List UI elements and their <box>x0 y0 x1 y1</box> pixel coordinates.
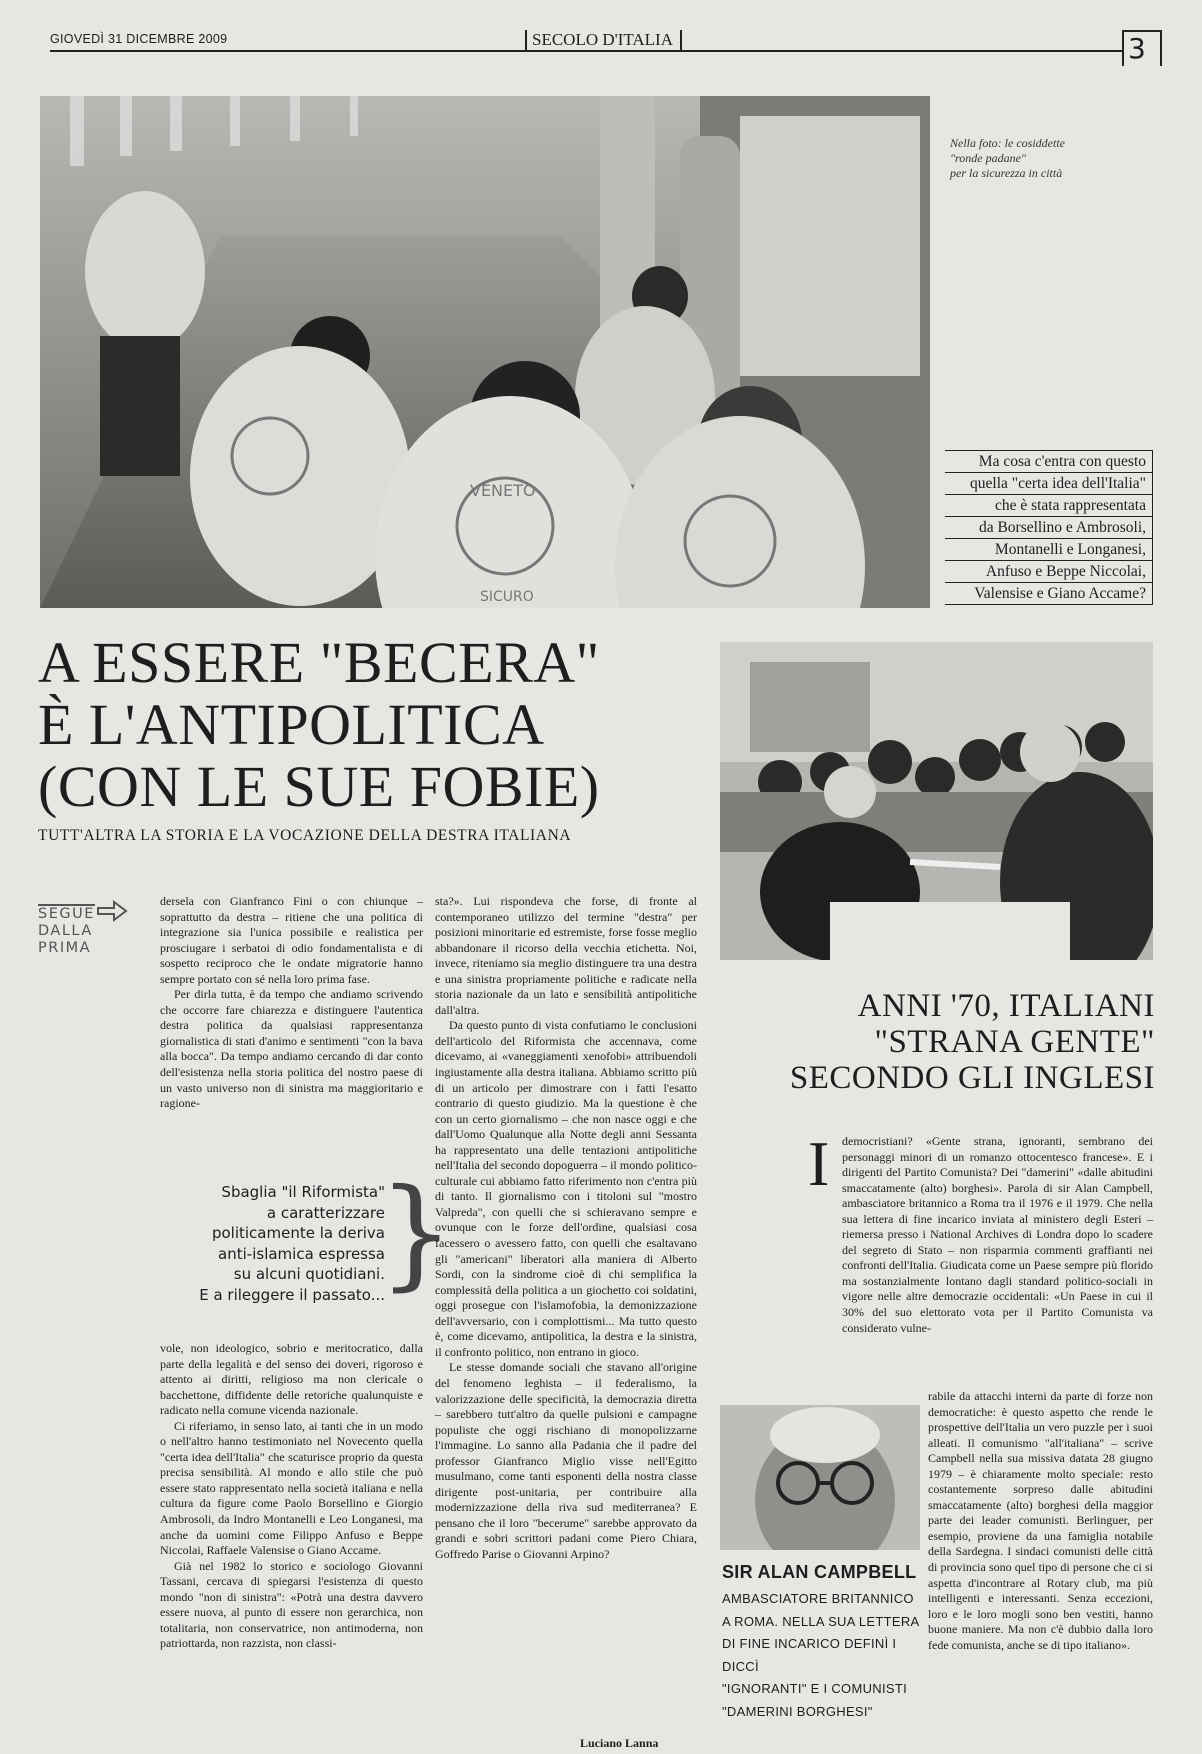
vest-text: SICURO <box>480 589 534 605</box>
headline <box>38 632 688 818</box>
headline-line: È L'ANTIPOLITICA <box>38 692 545 757</box>
headline-line: (CON LE SUE FOBIE) <box>38 754 600 819</box>
quote-line: che è stata rappresentata <box>945 495 1153 517</box>
subheadline: TUTT'ALTRA LA STORIA E LA VOCAZIONE DELLA DESTRA ITALIANA <box>38 827 572 844</box>
drop-cap: I <box>808 1128 830 1199</box>
quote-line: Valensise e Giano Accame? <box>945 583 1153 605</box>
street-patrol-image <box>40 96 930 608</box>
header-divider <box>525 30 527 52</box>
article-column-1-bottom <box>160 1341 423 1652</box>
header-divider <box>680 30 682 52</box>
pull-quote-line: politicamente la deriva <box>211 1224 385 1242</box>
pull-quote-line: su alcuni quotidiani. <box>233 1265 385 1283</box>
caption-line: "ronde padane" <box>950 151 1026 165</box>
portrait-description-line: "IGNORANTI" E I COMUNISTI <box>722 1681 908 1696</box>
continued-line: SEGUE <box>38 906 95 922</box>
pull-quote-line: Sbaglia "il Riformista" <box>221 1183 385 1201</box>
signing-photo <box>720 642 1153 960</box>
article-paragraph: Le stesse domande sociali che stavano all'origine del fenomeno leghista – il federalismo, la valorizzazione delle specificità, la democrazia diretta – sarebbero tutt'altro da quelle pulsioni e campagne populiste che oggi rischiano di monopolizzarne l'immagine. Lo sanno alla Padania che il padre del professor Gianfranco Miglio visse nell'Egitto musulmano, come tanti esponenti della nostra classe dirigente post-unitaria, per contribuire alla modernizzazione della riva sud mediterranea? E pensano che il loro "becerume" sarebbe approvato da grandi e sobri scrittori padani come Piero Chiara, Goffredo Parise o Giovanni Arpino? <box>435 1360 697 1561</box>
pull-quote-line: a caratterizzare <box>266 1203 385 1222</box>
article-column-1-top <box>160 894 423 1112</box>
caption-line: Nella foto: le cosiddette <box>950 136 1065 150</box>
portrait-description-line: "DAMERINI BORGHESI" <box>722 1703 873 1719</box>
caption-line: per la sicurezza in città <box>950 166 1063 180</box>
side-article-paragraph: rabile da attacchi interni da parte di forze non democratiche: è questo aspetto che rende le prospettive dell'Italia un vero puzzle per i suoi alleati. Il comunismo "all'italiana" – scrive Campbell nella sua missiva datata 28 giugno 1979 – è chiaramente molto speciale: resto costantemente sorpreso dalle abitudini smaccatamente (alto) borghesi della maggior parte dei leader comunisti. Berlinguer, per esempio, proviene da una famiglia notabile della Sardegna. I sindaci comunisti delle città di provincia sono quel tipo di persone che ci si aspetta d'incontrare al Rotary club, ma più intelligenti e interessanti. Senza eccezioni, loro e le loro mogli sono ben vestiti, hanno buone maniere. Ma non c'è dubbio dalla loro fede comunista, anche se di tipo italiano». <box>928 1389 1153 1652</box>
article-paragraph: Per dirla tutta, è da tempo che andiamo scrivendo che occorre fare chiarezza e distinguere l'autentica destra politica da qualsiasi rappresentanza giornalistica di stati d'animo e sentimenti "con la bava alla bocca". Da tempo andiamo cercando di dar conto dell'esistenza nella storia politica del nostro paese di un vasto universo non di sinistra ma maggioritario e ragione- <box>160 987 423 1111</box>
side-headline-line: ANNI '70, ITALIANI <box>857 988 1155 1024</box>
quote-box <box>945 450 1153 605</box>
header-rule <box>50 50 1122 52</box>
pull-quote <box>140 1182 385 1305</box>
article-paragraph: dersela con Gianfranco Fini o con chiunque – soprattutto da destra – ritiene che una politica di integrazione sia l'unica possibile e realistica per prosciugare i serbatoi di odio fondamentalista e di sospetto reciproco che le ondate migratorie hanno sempre portato con sé nella loro prima fase. <box>160 894 423 986</box>
portrait-description-line: DI FINE INCARICO DEFINÌ I DICCÌ <box>722 1636 897 1674</box>
article-paragraph: vole, non ideologico, sobrio e meritocratico, dalla parte della legalità e del senso dei doveri, rigoroso e attento ai diritti, religioso ma non clericale o bacchettone, diffidente delle retoriche qualunquiste e radicato nella comune vicenda nazionale. <box>160 1341 423 1418</box>
arrow-right-icon <box>96 900 128 922</box>
article-paragraph: Già nel 1982 lo storico e sociologo Giovanni Tassani, cercava di spiegarsi l'esistenza di questo mondo "non di sinistra": «Potrà una destra davvero essere nuova, al punto di essere non gerarchica, non totalitaria, non conservatrice, non antimoderna, non patriottarda, non razzista, non classi- <box>160 1558 423 1651</box>
side-article-paragraph: democristiani? «Gente strana, ignoranti, sembrano dei personaggi minori di un romanzo ottocentesco francese». E i dirigenti del Partito Comunista? Dei "damerini" «dalle abitudini smaccatamente (alto) borghesi». Parola di sir Alan Campbell, ambasciatore britannico a Roma tra il 1976 e il 1979. Che nella sua lettera di fine incarico inviata al ministero degli Esteri – riemersa presso i National Archives di Londra dopo lo scadere del segreto di Stato – non risparmia commenti graffianti nei confronti dell'Italia. Giudicata come un Paese sempre più florido ma sostanzialmente lontano dagli standard politico-sociali in vigore nelle altre democrazie occidentali: «Un Paese in cui il 30% del suo elettorato vota per il Partito Comunista va considerato vulne- <box>842 1134 1153 1335</box>
continued-line: PRIMA <box>38 940 92 956</box>
signing-image <box>720 642 1153 960</box>
quote-line: Anfuso e Beppe Niccolai, <box>945 561 1153 583</box>
continued-label <box>38 904 95 957</box>
vest-text: VENETO <box>470 481 536 500</box>
side-headline-line: SECONDO GLI INGLESI <box>789 1060 1155 1096</box>
quote-line: da Borsellino e Ambrosoli, <box>945 517 1153 539</box>
side-headline <box>730 988 1155 1096</box>
portrait-description-line: A ROMA. NELLA SUA LETTERA <box>722 1613 920 1629</box>
portrait-photo <box>720 1405 920 1550</box>
portrait-image <box>720 1405 920 1550</box>
page-number: 3 <box>1128 32 1146 65</box>
side-article-top <box>808 1128 1153 1336</box>
article-paragraph: Da questo punto di vista confutiamo le conclusioni dell'articolo del Riformista che accennava, come dicevamo, ai «vaneggiamenti xenofobi» attribuendoli ingiustamente alla destra italiana. Abbiamo scritto più di un articolo per dimostrare con i fatti l'esatto contrario di questo giudizio. Ma la questione è che con un certo giornalismo – che non nasce oggi e che dall'Uomo Qualunque alla Notte degli anni Sessanta ha rappresentato una delle tentazioni antipolitiche nell'Italia del secondo dopoguerra – il mondo politico-culturale cui abbiamo fatto riferimento non c'entra più di tanto. Il giornalismo con i titoloni sul "mostro Valpreda", con quelli che si schieravano sempre e ovunque con le forze dell'ordine, qualsiasi cosa facessero o avessero fatto, con quelli che esaltavano gli "americani" liberatori alla maniera di Alberto Sordi, con la sindrome cioè di chi semplifica la complessità della politica a un giochetto coi soldatini, oggi prosegue con l'islamofobia, la demonizzazione dell'avversario, con i complottismi... Ma tutto questo è, come dicevamo, antipolitica, la destra e la sinistra, il confronto politico, non entrano in gioco. <box>435 1018 697 1359</box>
portrait-name: SIR ALAN CAMPBELL <box>722 1562 917 1582</box>
quote-line: Ma cosa c'entra con questo <box>945 451 1153 473</box>
main-photo <box>40 96 930 608</box>
side-headline-line: "STRANA GENTE" <box>874 1024 1155 1060</box>
headline-line: A ESSERE "BECERA" <box>38 630 600 695</box>
article-column-2 <box>435 894 697 1563</box>
article-paragraph: sta?». Lui rispondeva che forse, di fronte al contemporaneo utilizzo del termine "destra" per posizioni minoritarie ed estremiste, forse fosse meglio abbandonare il ricorso della vecchia etichetta. Noi, invece, riteniamo sia meglio distinguere tra una destra e una sinistra propriamente politiche e radicate nella storia nazionale da un lato e sensibilità antipolitiche dall'altra. <box>435 894 697 1017</box>
quote-line: quella "certa idea dell'Italia" <box>945 473 1153 495</box>
portrait-description-line: AMBASCIATORE BRITANNICO <box>722 1591 914 1606</box>
newspaper-name: SECOLO D'ITALIA <box>532 30 673 49</box>
article-paragraph: Ci riferiamo, in senso lato, ai tanti che in un modo o nell'altro hanno testimoniato nel Novecento quella "certa idea dell'Italia" che scaturisce proprio da questa precisa sensibilità. Al mondo e allo stile che può essere stato rappresentato nella società italiana e nella cultura da figure come Paolo Borsellino e Giorgio Ambrosoli, da Indro Montanelli e Leo Longanesi, ma anche da uomini come Filippo Anfuso e Beppe Niccolai, Raffaele Valensise o Giano Accame. <box>160 1418 423 1558</box>
portrait-description <box>722 1588 922 1723</box>
continued-line: DALLA <box>38 923 93 939</box>
pull-quote-line: anti-islamica espressa <box>218 1244 385 1263</box>
header-date: GIOVEDÌ 31 DICEMBRE 2009 <box>50 32 228 46</box>
author-signature: Luciano Lanna <box>580 1736 659 1750</box>
photo-caption <box>950 136 1110 181</box>
pull-quote-line: E a rileggere il passato... <box>199 1285 385 1304</box>
quote-line: Montanelli e Longanesi, <box>945 539 1153 561</box>
brace-icon: } <box>378 1164 455 1303</box>
side-article-bottom <box>928 1389 1153 1653</box>
